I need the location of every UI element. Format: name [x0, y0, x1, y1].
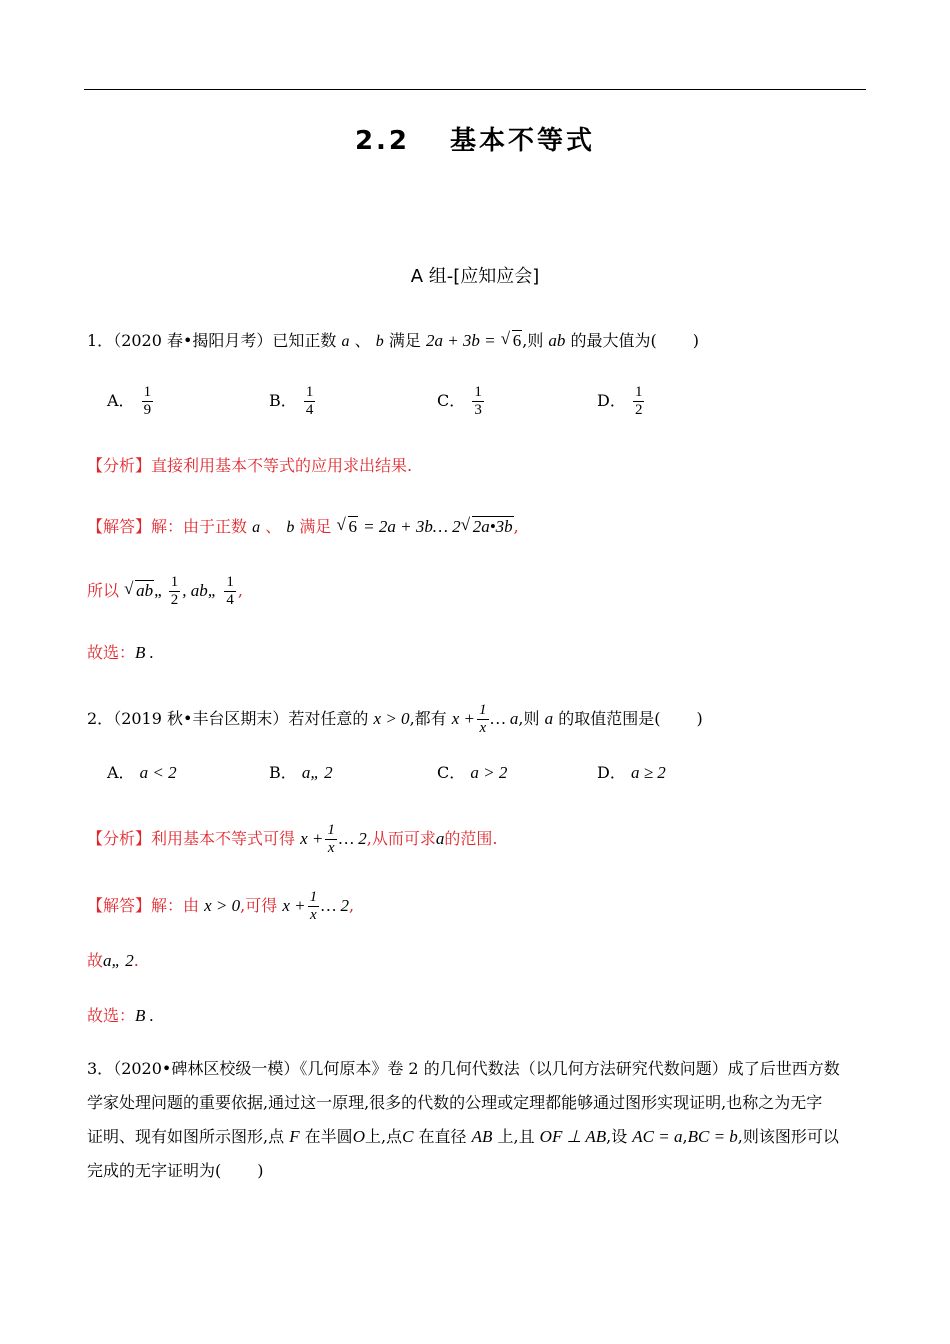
- question-2-stem: 2．（2019 秋•丰台区期末）若对任意的 x > 0,都有 x + $\frac{1}{x}$ … a,则 a 的取值范围是( ): [87, 702, 703, 736]
- section-title: 基本不等式: [450, 126, 596, 156]
- question-3-stem: 3．（2020•碑林区校级一模）《几何原本》卷 2 的几何代数法（以几何方法研究代数问题）成了后世西方数 学家处理问题的重要依据,通过这一原理,很多的代数的公理或定理都能够通过图形实现证明,也称之为无字 证明、现有如图所示图形,点 F 在半圆O上,点C 在直径 AB 上,且 OF ⊥ AB,设 AC = a,BC = b,则该图形可以 完成的无字证明为( ): [87, 1059, 840, 1180]
- q1-choice: 故选：B .: [87, 643, 154, 662]
- q1-option-c[interactable]: C． $\frac{1}{3}$: [437, 384, 482, 418]
- q1-solution: 【解答】解：由于正数 a 、 b 满足 √ 6 = 2a + 3b… 2√ 2a•3b,: [87, 517, 519, 538]
- q2-conclusion: 故a„ 2.: [87, 951, 139, 970]
- q1-option-a[interactable]: A． $\frac{1}{9}$: [107, 384, 152, 418]
- q2-option-b[interactable]: B． a„ 2: [269, 763, 333, 782]
- q1-option-b[interactable]: B． $\frac{1}{4}$: [269, 384, 314, 418]
- q1-solution-line2: 所以 √ ab„ $\frac{1}{2}$ , ab„ $\frac{1}{4}$ ,: [87, 574, 243, 609]
- q2-choice: 故选：B .: [87, 1006, 154, 1025]
- header-rule: [84, 89, 866, 90]
- q2-analysis: 【分析】利用基本不等式可得 x + $\frac{1}{x}$ … 2,从而可求a的范围.: [87, 822, 498, 856]
- q1-option-d[interactable]: D． $\frac{1}{2}$: [597, 384, 643, 418]
- q2-option-a[interactable]: A． a < 2: [107, 763, 177, 782]
- q2-option-d[interactable]: D． a ≥ 2: [597, 763, 666, 782]
- q2-option-c[interactable]: C． a > 2: [437, 763, 508, 782]
- group-title: A 组-[应知应会]: [410, 266, 540, 287]
- page-title: [0, 120, 950, 157]
- sqrt-symbol: √ 6: [501, 331, 523, 351]
- q1-analysis: 【分析】直接利用基本不等式的应用求出结果.: [87, 456, 413, 475]
- section-number: 2.2: [354, 126, 411, 156]
- q2-solution: 【解答】解：由 x > 0,可得 x + $\frac{1}{x}$ … 2,: [87, 889, 355, 923]
- question-1-stem: 1．（2020 春•揭阳月考）已知正数 a 、 b 满足 2a + 3b = √ 6,则 ab 的最大值为( ): [87, 331, 699, 352]
